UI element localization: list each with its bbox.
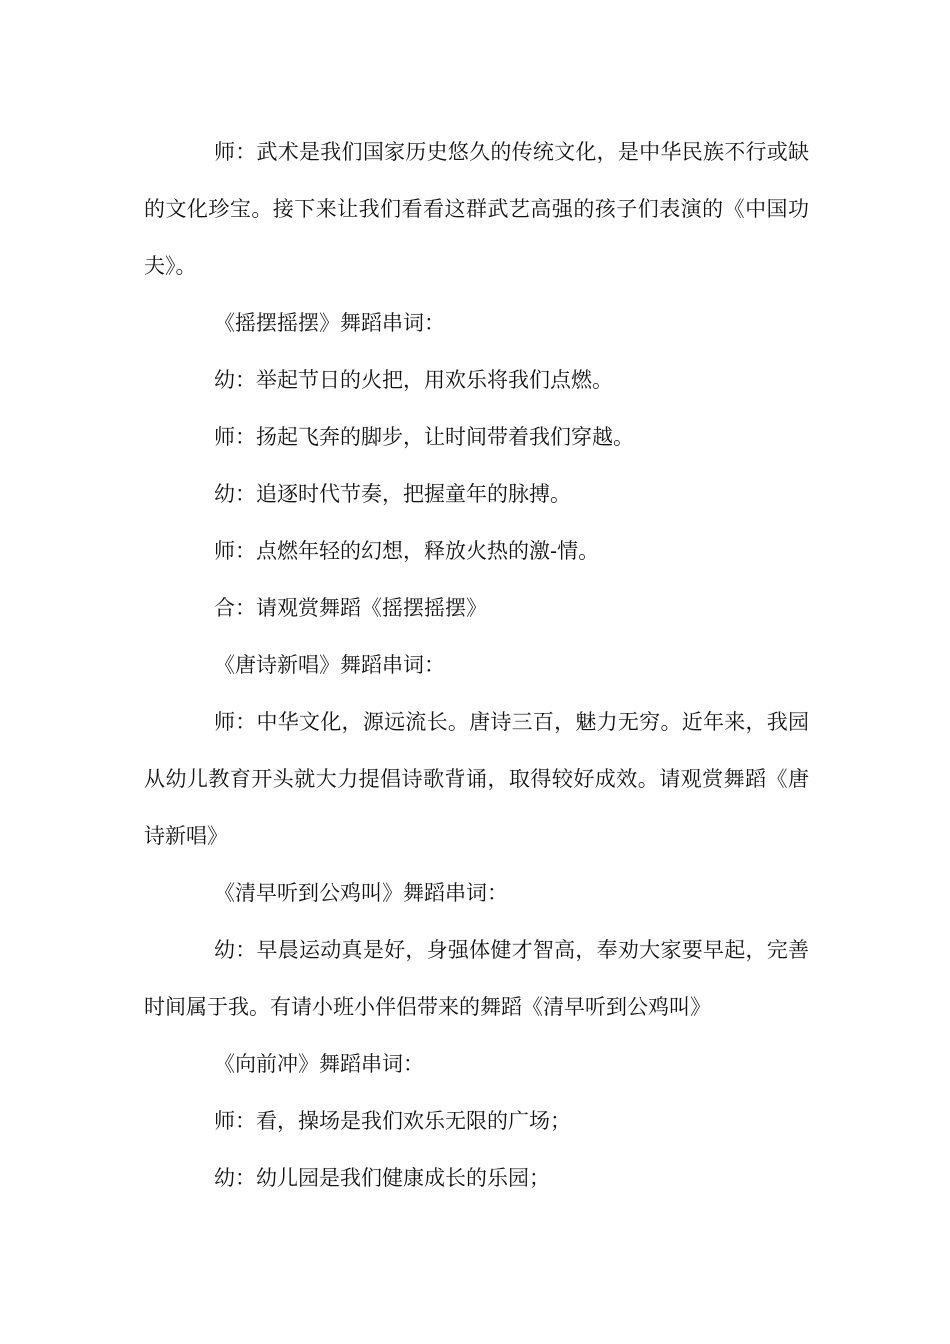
paragraph-line: 幼：举起节日的火把，用欢乐将我们点燃。 xyxy=(214,368,613,392)
heading-yaobai-dance: 《摇摆摇摆》舞蹈串词： xyxy=(214,311,445,335)
paragraph-tangshi-intro: 师：中华文化，源远流长。唐诗三百，魅力无穷。近年来，我园从幼儿教育开头就大力提倡诗歌背诵，取得较好成效。请观赏舞蹈《唐诗新唱》 xyxy=(144,710,809,848)
paragraph-line: 师：看，操场是我们欢乐无限的广场； xyxy=(214,1109,571,1133)
paragraph-line: 师：扬起飞奔的脚步，让时间带着我们穿越。 xyxy=(214,425,634,449)
heading-tangshi-dance: 《唐诗新唱》舞蹈串词： xyxy=(214,653,445,677)
paragraph-line: 合：请观赏舞蹈《摇摆摇摆》 xyxy=(214,596,487,620)
paragraph-line: 幼：追逐时代节奏，把握童年的脉搏。 xyxy=(214,482,571,506)
paragraph-line: 师：点燃年轻的幻想，释放火热的激-情。 xyxy=(214,539,600,563)
paragraph-line: 幼：幼儿园是我们健康成长的乐园； xyxy=(214,1166,550,1190)
paragraph-kungfu-intro: 师：武术是我们国家历史悠久的传统文化，是中华民族不行或缺的文化珍宝。接下来让我们看看这群武艺高强的孩子们表演的《中国功夫》。 xyxy=(144,140,809,278)
heading-gongji-dance: 《清早听到公鸡叫》舞蹈串词： xyxy=(214,881,508,905)
paragraph-gongji-intro: 幼：早晨运动真是好，身强体健才智高，奉劝大家要早起，完善时间属于我。有请小班小伴侣带来的舞蹈《清早听到公鸡叫》 xyxy=(144,938,809,1019)
heading-xiangqianchong-dance: 《向前冲》舞蹈串词： xyxy=(214,1052,424,1076)
